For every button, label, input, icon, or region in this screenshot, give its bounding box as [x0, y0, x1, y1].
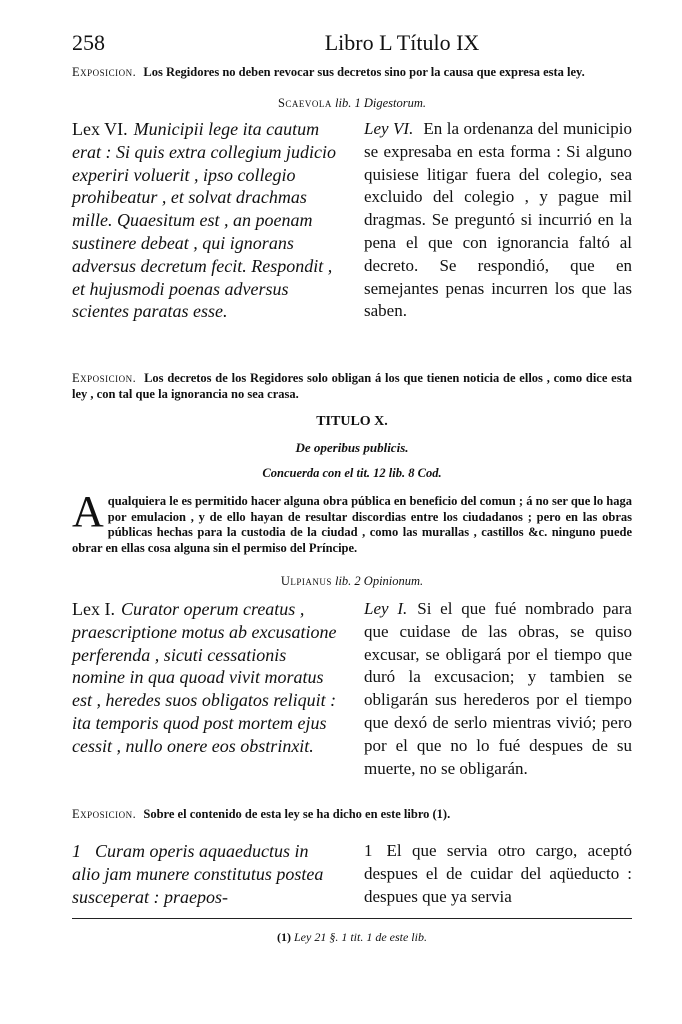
footnote-text: Ley 21 §. 1 tit. 1 de este lib.: [294, 930, 427, 944]
intro-text: qualquiera le es permitido hacer alguna obra pública en beneficio del comun ; á no ser que lo haga por emulacion , y de ello hayan de resultar discordias entre los ciudadanos ; pero en las obras públicas hechas para la custodia de la ciudad , como las murallas , castillos &c. ninguno puede obrar en ellas cosa alguna sin el permiso del Príncipe.: [72, 494, 632, 555]
law-6-latin-text: Municipii lege ita cautum erat : Si quis extra collegium judicio experiri voluerit , ipso collegio prohibeatur , et solvat drachmas mille. Quaesitum est , an poenam sustinere debeat , qui ignorans adversus decretum fecit. Respondit , et hujusmodi poenas adversus scientes paratas esse.: [72, 119, 336, 322]
exposicion-label: Exposicion.: [72, 371, 137, 385]
law-6-columns: [72, 118, 632, 323]
title-heading: TITULO X.: [316, 414, 388, 429]
law-1-latin: [72, 598, 340, 780]
exposicion-text: Los Regidores no deben revocar sus decretos sino por la causa que expresa esta ley.: [143, 65, 585, 79]
drop-cap: A: [72, 487, 104, 536]
exposicion-label: Exposicion.: [72, 65, 137, 79]
exposicion-text: Los decretos de los Regidores solo obligan á los que tienen noticia de ellos , como dice esta ley , con tal que la ignorancia no sea crasa.: [72, 371, 633, 401]
page-number: 258: [72, 30, 105, 55]
source-author: Scaevola: [277, 96, 332, 110]
title-concordance: Concuerda con el tit. 12 lib. 8 Cod.: [262, 466, 442, 480]
source-work: lib. 1 Digestorum.: [335, 96, 427, 110]
law-6-spanish-lead: Ley VI.: [364, 119, 414, 138]
footnote-marker: (1): [277, 930, 291, 944]
intro-paragraph: [72, 487, 632, 556]
section-1-spanish-lead: 1: [364, 841, 373, 860]
section-1-latin-lead: 1: [72, 841, 81, 861]
law-1-columns: [72, 598, 632, 780]
law-1-latin-text: Curator operum creatus , praescriptione motus ab excusatione perferenda , sicuti cessationis nomine in qua quoad vivit moratus est , heredes suos obligatos reliquit : ita temporis quod post mortem ejus cessit , nullo onere eos obstrinxit.: [72, 599, 337, 756]
source-line-2: [72, 574, 632, 589]
title-subtitle: De operibus publicis.: [295, 440, 409, 455]
source-line-1: [72, 96, 632, 111]
source-author: Ulpianus: [280, 574, 332, 588]
law-6-spanish-text: En la ordenanza del municipio se expresaba en esta forma : Si alguno quisiese litigar fuera del colegio, sea excluido del colegio , y pague mil dragmas. Se preguntó si incurrió en la pena el que con ignorancia faltó al decreto. Se respondió, que en semejantes penas incurren los que las saben.: [364, 119, 633, 321]
exposicion-2: [72, 370, 632, 402]
section-1-spanish: [364, 840, 632, 908]
section-1-latin: [72, 840, 340, 908]
law-6-spanish: [364, 118, 632, 323]
section-1-latin-text: Curam operis aquaeductus in alio jam munere constitutus postea susceperat : praepos-: [72, 841, 324, 907]
section-1-spanish-text: El que servia otro cargo, aceptó despues el de cuidar del aqüeducto : despues que ya servia: [364, 841, 632, 906]
section-1-columns: [72, 840, 632, 908]
law-1-spanish-text: Si el que fué nombrado para que cuidase de las obras, se quiso excusar, se obligará por el tiempo que duró la excusacion; y tambien se obligarán sus herederos por el tiempo que dexó de serlo mientras vivió; pero por el que no lo fué despues de su muerte, no se obligarán.: [364, 599, 632, 778]
law-6-latin-lead: Lex VI.: [72, 119, 128, 139]
exposicion-1: [72, 64, 632, 80]
footnote-rule: [72, 918, 632, 919]
law-6-latin: [72, 118, 340, 323]
running-title: Libro L Título IX: [324, 30, 480, 55]
exposicion-text: Sobre el contenido de esta ley se ha dicho en este libro (1).: [143, 807, 451, 821]
source-work: lib. 2 Opinionum.: [334, 574, 424, 588]
law-1-spanish-lead: Ley I.: [364, 599, 408, 618]
law-1-spanish: [364, 598, 632, 780]
law-1-latin-lead: Lex I.: [72, 599, 115, 619]
exposicion-3: [72, 806, 632, 822]
page-header: [72, 30, 622, 56]
exposicion-label: Exposicion.: [72, 807, 137, 821]
footnote: [72, 930, 632, 945]
